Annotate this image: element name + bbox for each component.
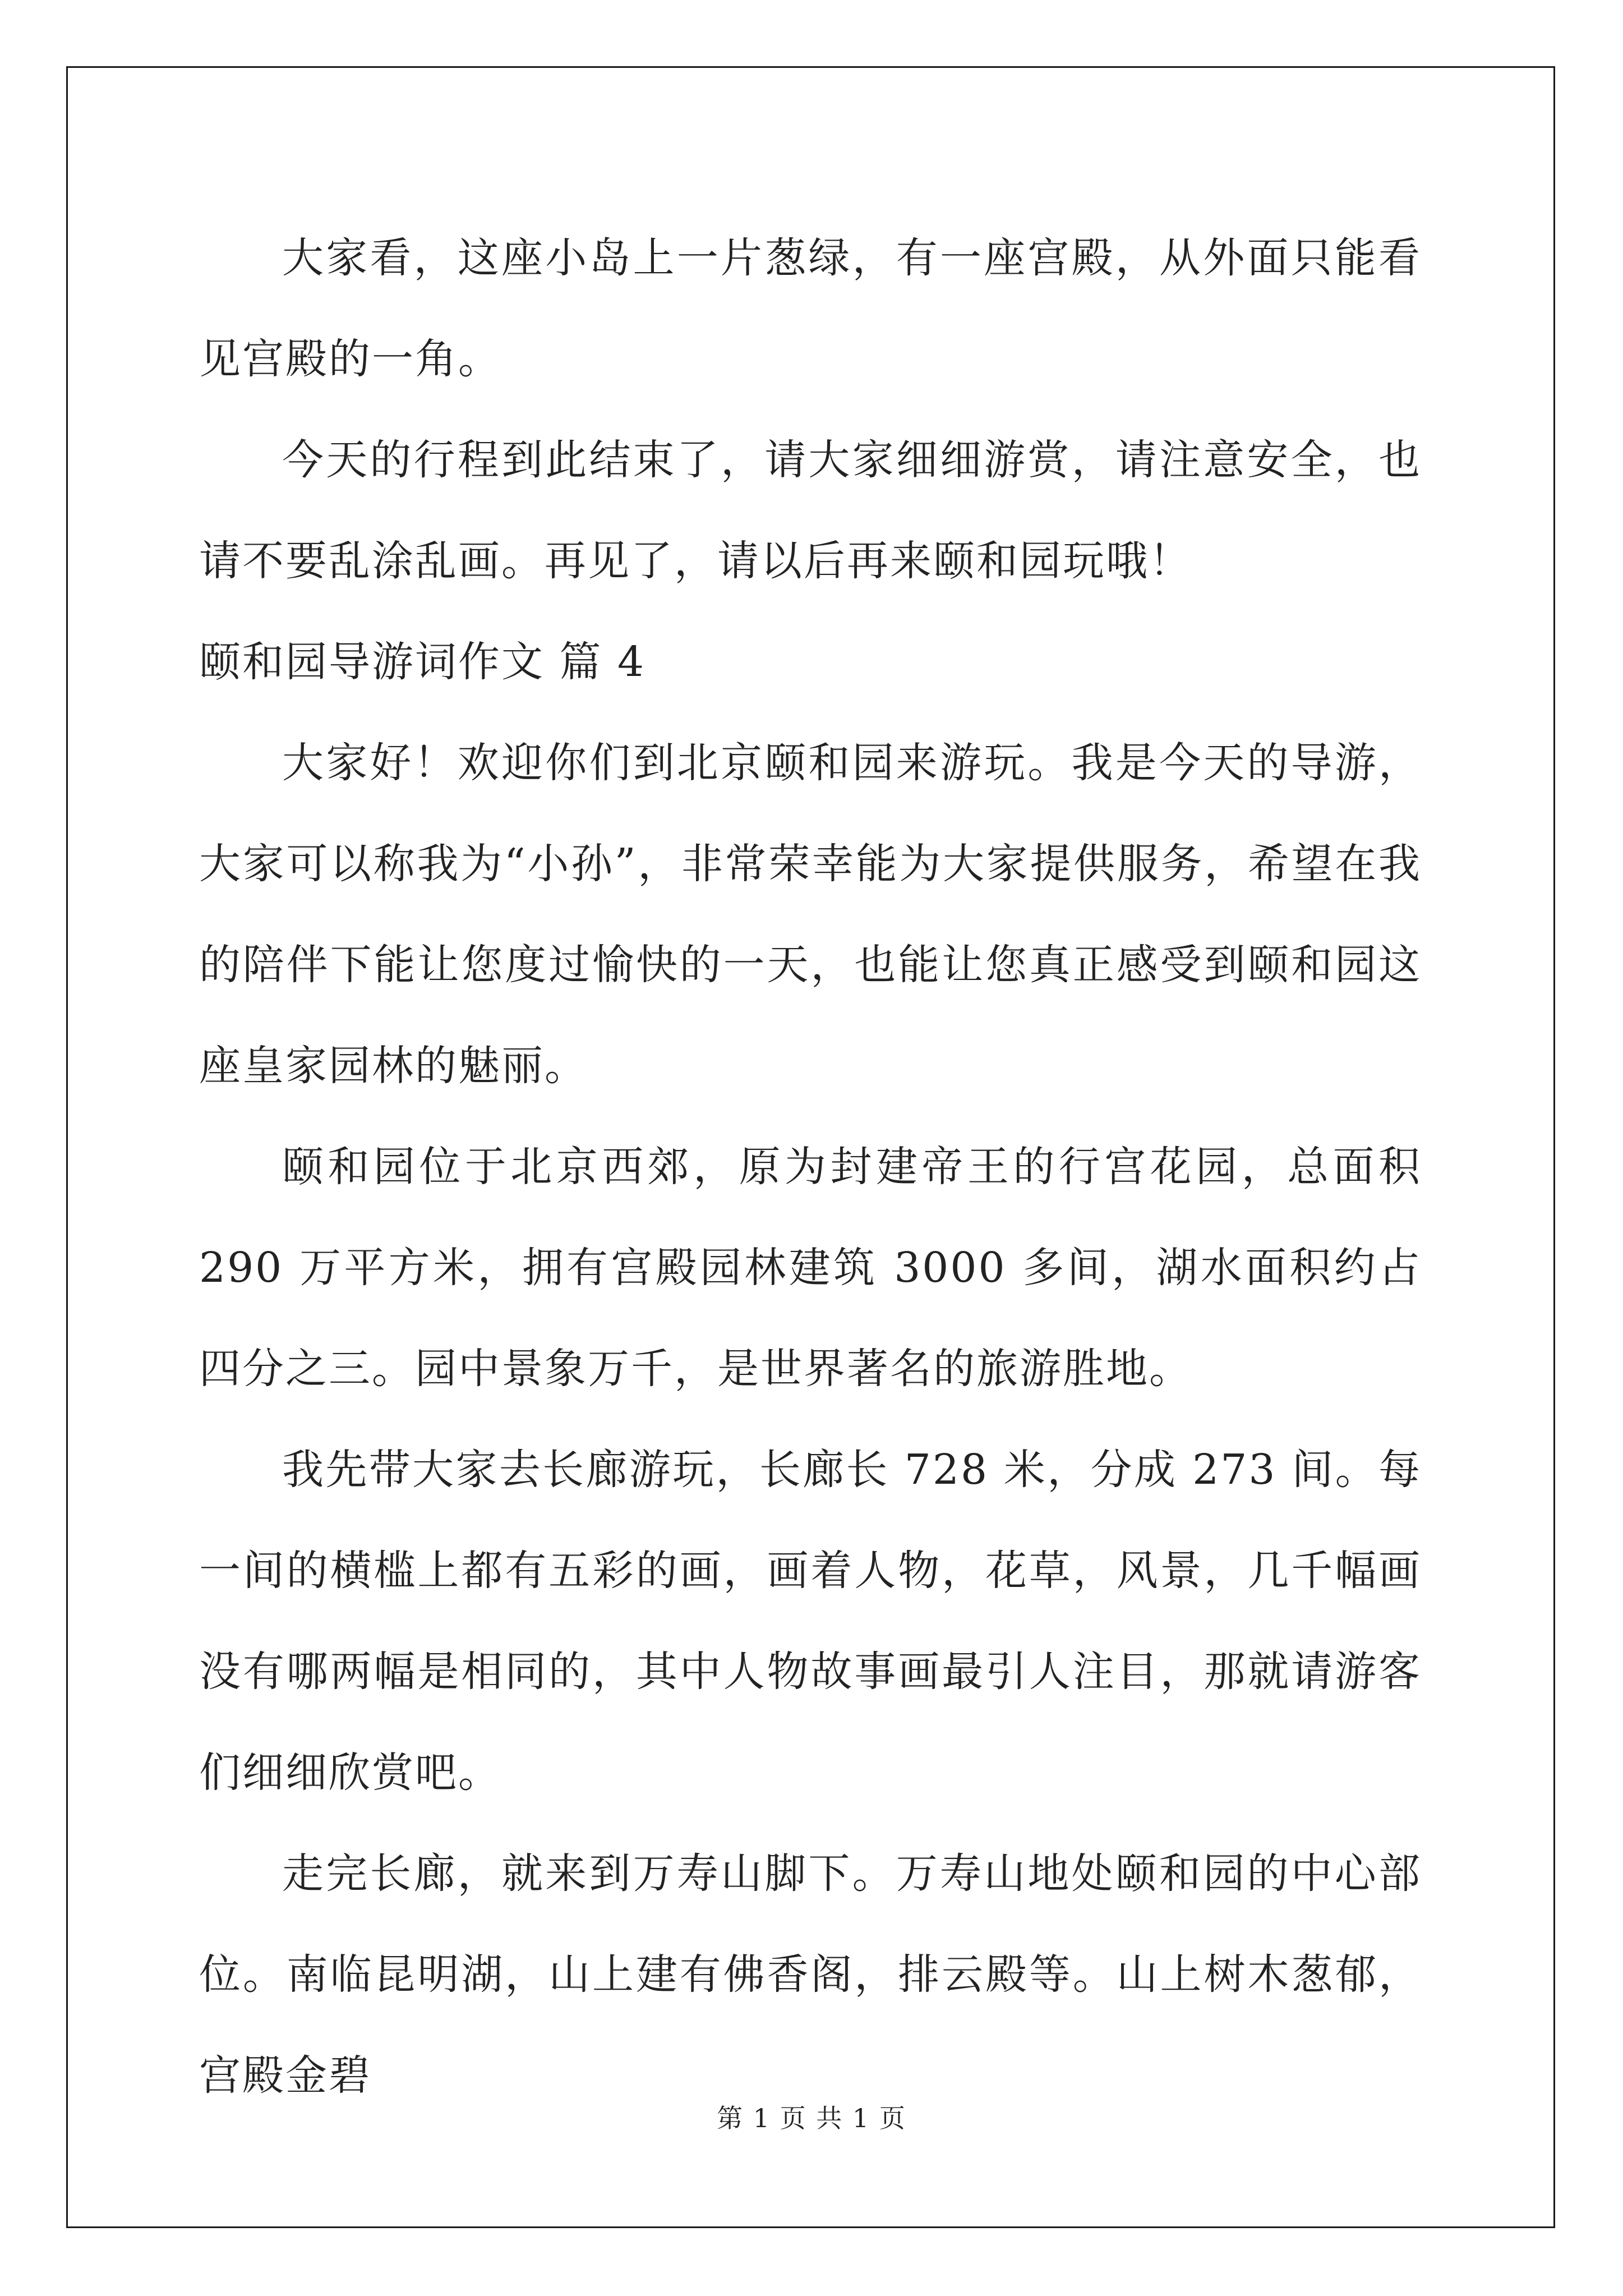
- paragraph: 颐和园位于北京西郊，原为封建帝王的行宫花园，总面积 290 万平方米，拥有宫殿园林建筑 3000 多间，湖水面积约占四分之三。园中景象万千，是世界著名的旅游胜地。: [199, 1143, 1422, 1393]
- page-number-footer: 第 1 页 共 1 页: [717, 2103, 906, 2133]
- paragraph: 我先带大家去长廊游玩，长廊长 728 米，分成 273 间。每一间的横槛上都有五彩的画，画着人物，花草，风景，几千幅画没有哪两幅是相同的，其中人物故事画最引人注目，那就请游客们细细欣赏吧。: [199, 1446, 1422, 1797]
- document-body: [199, 208, 1422, 2126]
- paragraph: 走完长廊，就来到万寿山脚下。万寿山地处颐和园的中心部位。南临昆明湖，山上建有佛香阁，排云殿等。山上树木葱郁，宫殿金碧: [199, 1849, 1422, 2100]
- paragraph: 大家好！欢迎你们到北京颐和园来游玩。我是今天的导游，大家可以称我为“小孙”，非常荣幸能为大家提供服务，希望在我的陪伴下能让您度过愉快的一天，也能让您真正感受到颐和园这座皇家园林的魅丽。: [199, 739, 1422, 1090]
- paragraph: 今天的行程到此结束了，请大家细细游赏，请注意安全，也请不要乱涂乱画。再见了，请以后再来颐和园玩哦！: [199, 436, 1422, 585]
- paragraph: 大家看，这座小岛上一片葱绿，有一座宫殿，从外面只能看见宫殿的一角。: [199, 234, 1422, 383]
- section-heading: 颐和园导游词作文 篇 4: [199, 638, 646, 686]
